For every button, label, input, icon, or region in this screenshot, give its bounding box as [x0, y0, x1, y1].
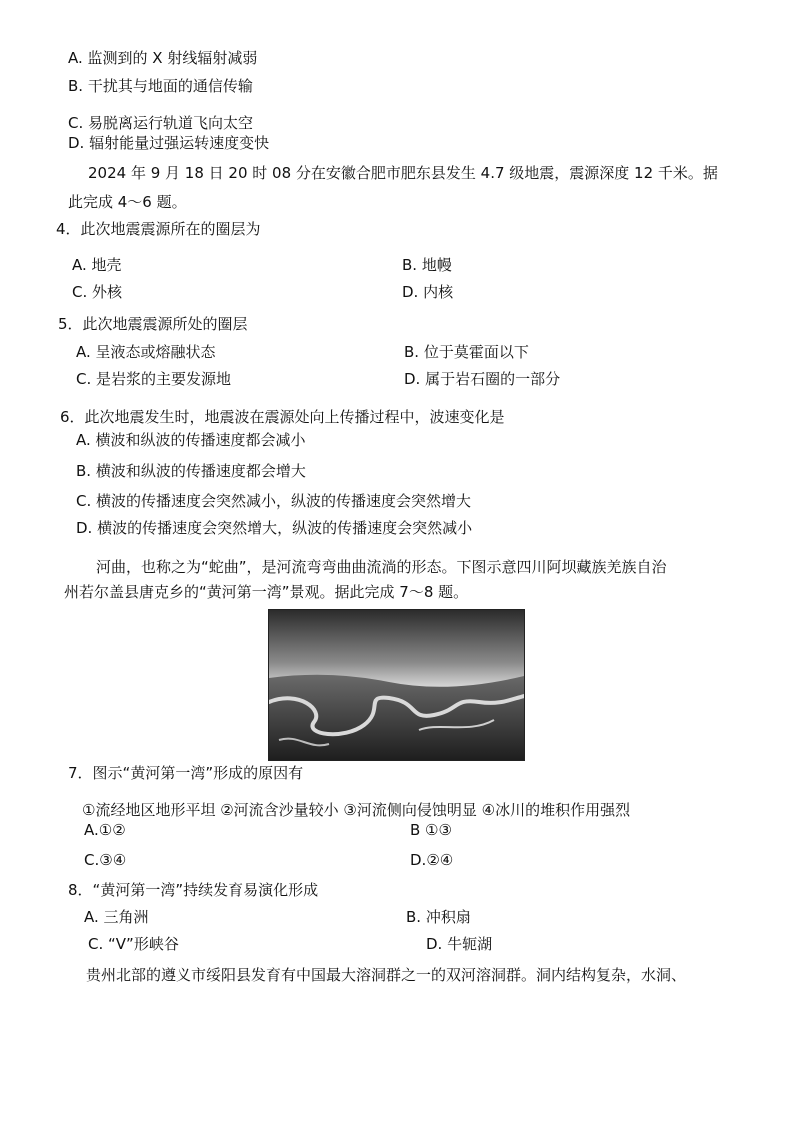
q7-option-a: A.①② [84, 821, 126, 839]
q6-option-c: C. 横波的传播速度会突然减小，纵波的传播速度会突然增大 [76, 492, 472, 510]
q5-stem: 5．此次地震震源所处的圈层 [58, 315, 248, 333]
q7-option-d: D.②④ [410, 851, 454, 869]
passage-earthquake-line1: 2024 年 9 月 18 日 20 时 08 分在安徽合肥市肥东县发生 4.7 级地震，震源深度 12 千米。据 [88, 164, 718, 182]
passage-river-line2: 州若尔盖县唐克乡的“黄河第一湾”景观。据此完成 7～8 题。 [64, 583, 469, 601]
passage-earthquake-line2: 此完成 4～6 题。 [68, 193, 187, 211]
q4-stem: 4．此次地震震源所在的圈层为 [56, 220, 261, 238]
q3-option-d: D. 辐射能量过强运转速度变快 [68, 134, 270, 152]
q5-option-b: B. 位于莫霍面以下 [404, 343, 529, 361]
q8-stem: 8．“黄河第一湾”持续发育易演化形成 [68, 881, 319, 899]
q5-option-d: D. 属于岩石圈的一部分 [404, 370, 561, 388]
passage-karst-line1: 贵州北部的遵义市绥阳县发育有中国最大溶洞群之一的双河溶洞群。洞内结构复杂，水洞、 [86, 966, 687, 984]
q7-stem: 7．图示“黄河第一湾”形成的原因有 [68, 764, 304, 782]
q7-option-b: B ①③ [410, 821, 452, 839]
q6-option-a: A. 横波和纵波的传播速度都会减小 [76, 431, 306, 449]
river-meander-photo [268, 609, 525, 761]
q7-option-c: C.③④ [84, 851, 127, 869]
river-meander-photo-icon [269, 610, 524, 760]
passage-river-line1: 河曲，也称之为“蛇曲”，是河流弯弯曲曲流淌的形态。下图示意四川阿坝藏族羌族自治 [96, 558, 667, 576]
q8-option-a: A. 三角洲 [84, 908, 149, 926]
q4-option-b: B. 地幔 [402, 256, 452, 274]
q8-option-b: B. 冲积扇 [406, 908, 471, 926]
q8-option-c: C. “V”形峡谷 [88, 935, 179, 953]
q5-option-a: A. 呈液态或熔融状态 [76, 343, 216, 361]
q6-option-d: D. 横波的传播速度会突然增大，纵波的传播速度会突然减小 [76, 519, 473, 537]
q4-option-d: D. 内核 [402, 283, 454, 301]
q3-option-a: A. 监测到的 X 射线辐射减弱 [68, 49, 258, 67]
q8-option-d: D. 牛轭湖 [426, 935, 493, 953]
q6-option-b: B. 横波和纵波的传播速度都会增大 [76, 462, 306, 480]
q4-option-c: C. 外核 [72, 283, 123, 301]
q6-stem: 6．此次地震发生时，地震波在震源处向上传播过程中，波速变化是 [60, 408, 505, 426]
q3-option-c: C. 易脱离运行轨道飞向太空 [68, 114, 254, 132]
q7-statements: ①流经地区地形平坦 ②河流含沙量较小 ③河流侧向侵蚀明显 ④冰川的堆积作用强烈 [82, 801, 631, 819]
q5-option-c: C. 是岩浆的主要发源地 [76, 370, 232, 388]
q3-option-b: B. 干扰其与地面的通信传输 [68, 77, 253, 95]
q4-option-a: A. 地壳 [72, 256, 122, 274]
